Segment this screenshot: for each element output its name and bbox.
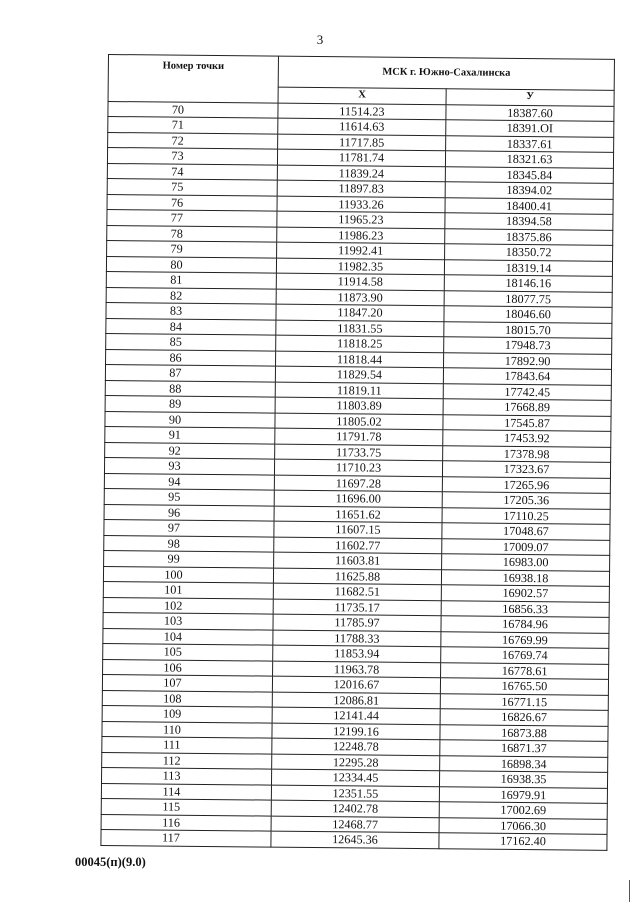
point-number-cell: 75: [107, 178, 277, 195]
point-number-cell: 80: [106, 256, 276, 273]
x-coordinate-cell: 11992.41: [277, 242, 445, 259]
point-number-cell: 72: [108, 132, 278, 149]
y-coordinate-cell: 18046.60: [444, 306, 612, 323]
point-number-cell: 105: [103, 643, 273, 660]
y-coordinate-cell: 17265.96: [442, 476, 610, 493]
y-coordinate-cell: 16784.96: [441, 616, 609, 633]
point-number-cell: 88: [105, 380, 275, 397]
x-coordinate-cell: 11785.97: [273, 614, 441, 631]
y-coordinate-cell: 16902.57: [441, 585, 609, 602]
y-coordinate-cell: 18400.41: [445, 197, 613, 214]
y-coordinate-cell: 18394.58: [445, 213, 613, 230]
point-number-cell: 73: [107, 148, 277, 165]
point-number-cell: 100: [103, 566, 273, 583]
coordinates-table-body: [101, 101, 614, 850]
y-coordinate-cell: 18394.02: [445, 182, 613, 199]
point-number-cell: 99: [104, 550, 274, 567]
x-coordinate-cell: 12295.28: [272, 754, 440, 771]
y-coordinate-cell: 16826.67: [440, 709, 608, 726]
point-number-cell: 116: [101, 814, 271, 831]
x-coordinate-cell: 12645.36: [271, 831, 439, 848]
x-coordinate-cell: 11933.26: [277, 196, 445, 213]
point-number-cell: 86: [106, 349, 276, 366]
point-number-cell: 76: [107, 194, 277, 211]
y-coordinate-cell: 17453.92: [443, 430, 611, 447]
y-coordinate-cell: 17162.40: [439, 833, 607, 850]
x-coordinate-cell: 12086.81: [272, 692, 440, 709]
x-coordinate-cell: 11914.58: [276, 273, 444, 290]
point-number-cell: 112: [102, 752, 272, 769]
x-coordinate-cell: 12351.55: [271, 785, 439, 802]
y-coordinate-cell: 16983.00: [442, 554, 610, 571]
point-number-cell: 70: [108, 101, 278, 118]
y-coordinate-cell: 17378.98: [443, 445, 611, 462]
x-coordinate-cell: 11696.00: [274, 490, 442, 507]
y-coordinate-cell: 16873.88: [440, 724, 608, 741]
point-number-cell: 74: [107, 163, 277, 180]
x-coordinate-cell: 12402.78: [271, 800, 439, 817]
point-number-cell: 102: [103, 597, 273, 614]
y-coordinate-cell: 16898.34: [440, 755, 608, 772]
x-coordinate-cell: 11788.33: [273, 630, 441, 647]
point-number-cell: 92: [105, 442, 275, 459]
y-coordinate-cell: 18350.72: [445, 244, 613, 261]
x-coordinate-cell: 11818.44: [276, 351, 444, 368]
x-coordinate-cell: 12199.16: [272, 723, 440, 740]
x-coordinate-cell: 12248.78: [272, 738, 440, 755]
x-coordinate-cell: 11847.20: [276, 304, 444, 321]
point-number-cell: 81: [106, 271, 276, 288]
point-number-cell: 89: [105, 395, 275, 412]
y-coordinate-cell: 16769.74: [441, 647, 609, 664]
point-number-cell: 106: [103, 659, 273, 676]
point-number-cell: 117: [101, 829, 271, 846]
x-coordinate-cell: 11818.25: [276, 335, 444, 352]
point-number-cell: 104: [103, 628, 273, 645]
y-coordinate-cell: 17323.67: [442, 461, 610, 478]
x-coordinate-cell: 11853.94: [273, 645, 441, 662]
x-coordinate-cell: 11733.75: [275, 444, 443, 461]
point-number-cell: 113: [102, 767, 272, 784]
x-coordinate-cell: 11682.51: [273, 583, 441, 600]
y-coordinate-cell: 18321.63: [445, 151, 613, 168]
point-number-cell: 111: [102, 736, 272, 753]
point-number-cell: 98: [104, 535, 274, 552]
x-coordinate-cell: 11602.77: [274, 537, 442, 554]
point-number-cell: 77: [107, 209, 277, 226]
x-coordinate-cell: 11819.11: [275, 382, 443, 399]
x-coordinate-cell: 11805.02: [275, 413, 443, 430]
y-coordinate-cell: 18337.61: [446, 135, 614, 152]
x-coordinate-cell: 11735.17: [273, 599, 441, 616]
x-coordinate-cell: 12016.67: [272, 676, 440, 693]
x-coordinate-cell: 12468.77: [271, 816, 439, 833]
y-coordinate-cell: 16938.35: [439, 771, 607, 788]
y-coordinate-cell: 18391.OI: [446, 120, 614, 137]
x-coordinate-cell: 11781.74: [277, 149, 445, 166]
point-number-cell: 91: [105, 426, 275, 443]
x-coordinate-cell: 11651.62: [274, 506, 442, 523]
y-coordinate-cell: 18077.75: [444, 290, 612, 307]
point-number-cell: 87: [105, 364, 275, 381]
x-coordinate-cell: 11710.23: [274, 459, 442, 476]
point-number-cell: 93: [104, 457, 274, 474]
y-coordinate-cell: 17545.87: [443, 414, 611, 431]
x-coordinate-cell: 11607.15: [274, 521, 442, 538]
point-number-cell: 90: [105, 411, 275, 428]
y-coordinate-cell: 17843.64: [443, 368, 611, 385]
x-coordinate-cell: 11831.55: [276, 320, 444, 337]
x-coordinate-cell: 11717.85: [278, 134, 446, 151]
point-number-cell: 110: [102, 721, 272, 738]
header-y: У: [446, 89, 614, 106]
y-coordinate-cell: 16938.18: [441, 569, 609, 586]
point-number-cell: 114: [101, 783, 271, 800]
y-coordinate-cell: 16771.15: [440, 693, 608, 710]
x-coordinate-cell: 11897.83: [277, 180, 445, 197]
point-number-cell: 109: [102, 705, 272, 722]
x-coordinate-cell: 11625.88: [273, 568, 441, 585]
point-number-cell: 101: [103, 581, 273, 598]
y-coordinate-cell: 17066.30: [439, 817, 607, 834]
x-coordinate-cell: 11963.78: [273, 661, 441, 678]
y-coordinate-cell: 17002.69: [439, 802, 607, 819]
y-coordinate-cell: 17668.89: [443, 399, 611, 416]
point-number-cell: 108: [102, 690, 272, 707]
x-coordinate-cell: 11986.23: [277, 227, 445, 244]
y-coordinate-cell: 16856.33: [441, 600, 609, 617]
x-coordinate-cell: 11697.28: [274, 475, 442, 492]
point-number-cell: 94: [104, 473, 274, 490]
y-coordinate-cell: 16979.91: [439, 786, 607, 803]
page-number: 3: [316, 32, 324, 47]
y-coordinate-cell: 18345.84: [445, 166, 613, 183]
x-coordinate-cell: 12141.44: [272, 707, 440, 724]
point-number-cell: 115: [101, 798, 271, 815]
point-number-cell: 84: [106, 318, 276, 335]
y-coordinate-cell: 17048.67: [442, 523, 610, 540]
coordinates-table: [100, 54, 615, 850]
point-number-cell: 97: [104, 519, 274, 536]
y-coordinate-cell: 18319.14: [444, 259, 612, 276]
y-coordinate-cell: 17009.07: [442, 538, 610, 555]
x-coordinate-cell: 11791.78: [275, 428, 443, 445]
point-number-cell: 85: [106, 333, 276, 350]
header-point-number: Номер точки: [108, 55, 278, 103]
document-code: 00045(п)(9.0): [75, 855, 146, 869]
point-number-cell: 83: [106, 302, 276, 319]
y-coordinate-cell: 18375.86: [445, 228, 613, 245]
scan-edge-mark: [629, 880, 630, 902]
point-number-cell: 96: [104, 504, 274, 521]
point-number-cell: 78: [107, 225, 277, 242]
y-coordinate-cell: 16871.37: [440, 740, 608, 757]
y-coordinate-cell: 16769.99: [441, 631, 609, 648]
y-coordinate-cell: 17742.45: [443, 383, 611, 400]
y-coordinate-cell: 17948.73: [444, 337, 612, 354]
x-coordinate-cell: 11873.90: [276, 289, 444, 306]
point-number-cell: 103: [103, 612, 273, 629]
header-x: X: [278, 87, 446, 104]
y-coordinate-cell: 16765.50: [440, 678, 608, 695]
header-coordinate-system: МСК г. Южно-Сахалинска: [278, 56, 614, 90]
x-coordinate-cell: 11839.24: [277, 165, 445, 182]
point-number-cell: 79: [107, 240, 277, 257]
x-coordinate-cell: 11614.63: [278, 118, 446, 135]
point-number-cell: 82: [106, 287, 276, 304]
point-number-cell: 107: [102, 674, 272, 691]
x-coordinate-cell: 11803.89: [275, 397, 443, 414]
y-coordinate-cell: 18015.70: [444, 321, 612, 338]
y-coordinate-cell: 18387.60: [446, 104, 614, 121]
y-coordinate-cell: 17110.25: [442, 507, 610, 524]
point-number-cell: 95: [104, 488, 274, 505]
y-coordinate-cell: 16778.61: [441, 662, 609, 679]
x-coordinate-cell: 11514.23: [278, 103, 446, 120]
y-coordinate-cell: 18146.16: [444, 275, 612, 292]
x-coordinate-cell: 11965.23: [277, 211, 445, 228]
x-coordinate-cell: 11603.81: [274, 552, 442, 569]
x-coordinate-cell: 11982.35: [276, 258, 444, 275]
point-number-cell: 71: [108, 117, 278, 134]
y-coordinate-cell: 17205.36: [442, 492, 610, 509]
x-coordinate-cell: 12334.45: [271, 769, 439, 786]
x-coordinate-cell: 11829.54: [275, 366, 443, 383]
y-coordinate-cell: 17892.90: [444, 352, 612, 369]
